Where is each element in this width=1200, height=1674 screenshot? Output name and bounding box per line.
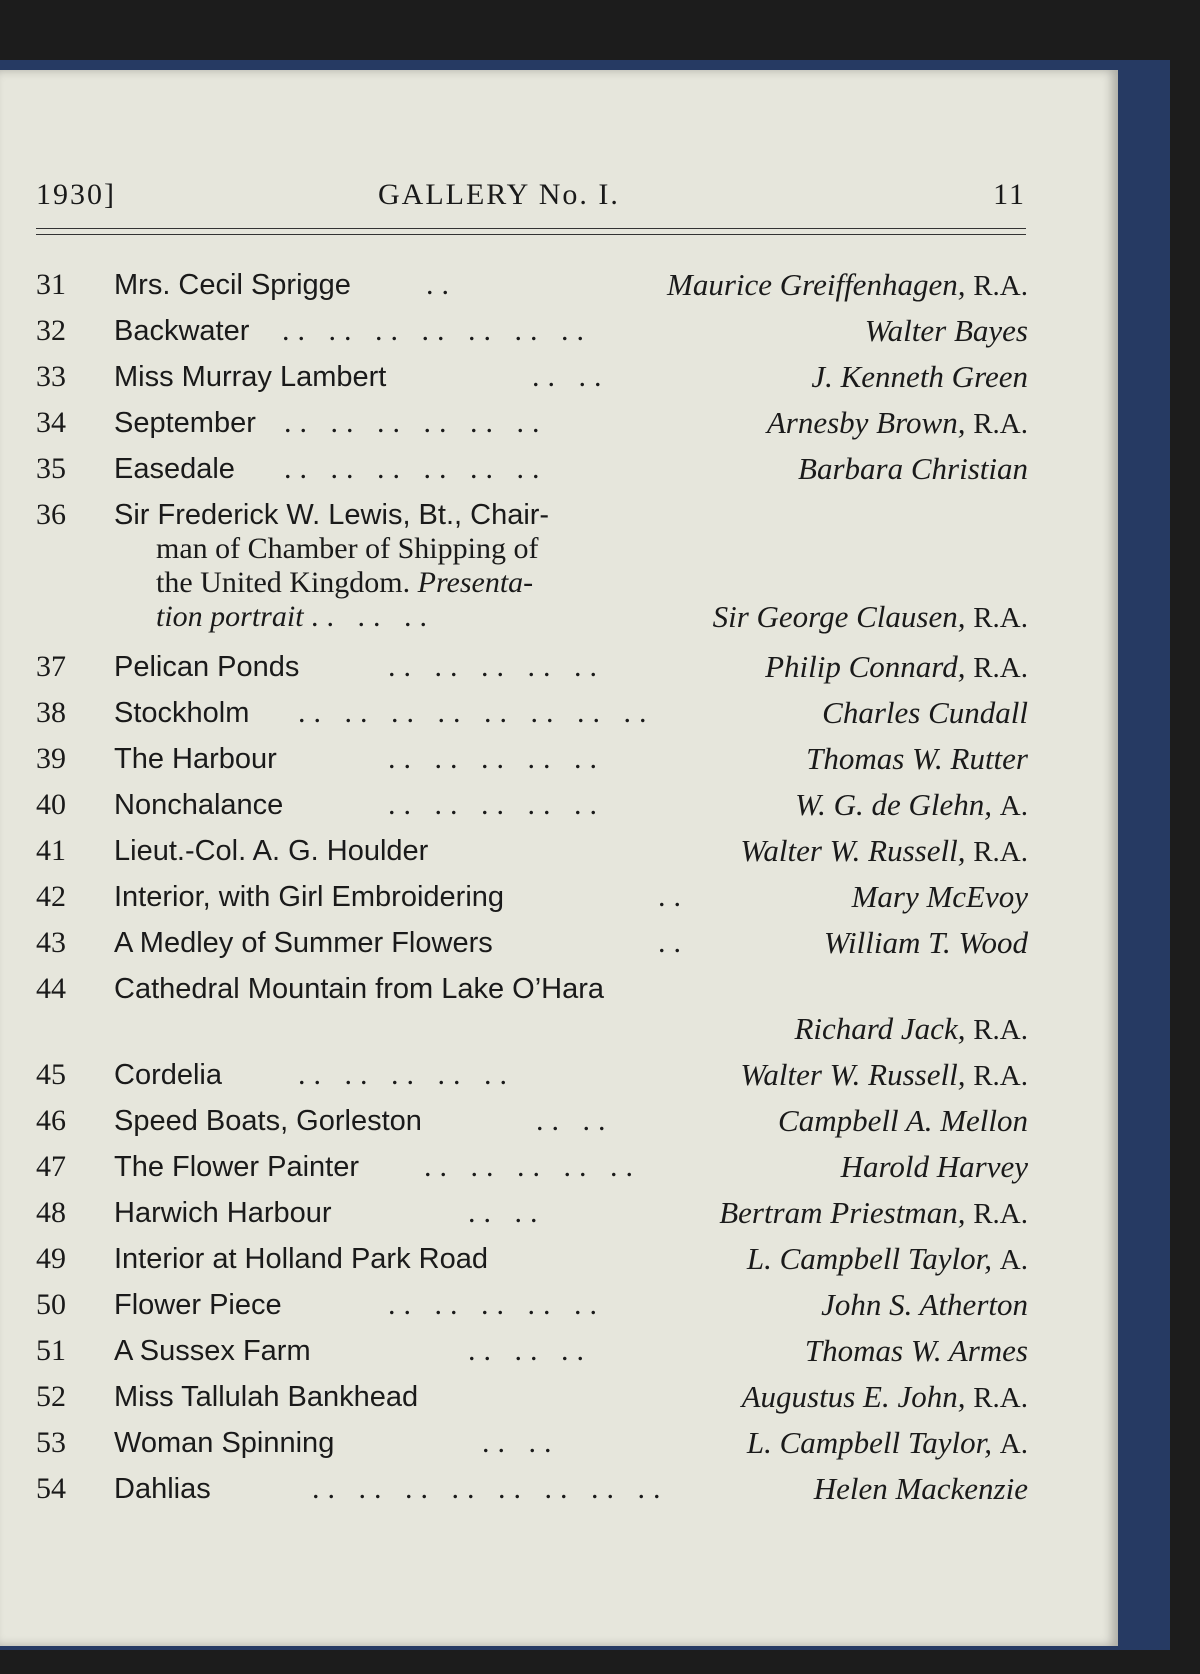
entry-title-line xyxy=(156,594,435,640)
entry-number: 43 xyxy=(36,926,66,959)
leader-dots: .. .. .. .. .. .. xyxy=(284,406,548,439)
artist-name: Barbara Christian xyxy=(798,451,1028,486)
leader-dots: .. .. .. .. .. xyxy=(388,650,605,683)
entry-number: 36 xyxy=(36,498,66,531)
entry-title: A Sussex Farm xyxy=(114,1335,311,1367)
entry-artist xyxy=(811,354,1028,401)
catalogue-entry xyxy=(36,308,1028,354)
entry-number: 46 xyxy=(36,1104,66,1137)
page-year: 1930] xyxy=(36,178,116,211)
leader-dots: .. .. .. .. .. xyxy=(424,1150,641,1183)
entry-artist xyxy=(798,446,1028,493)
entry-title: Woman Spinning xyxy=(114,1427,335,1459)
entry-artist xyxy=(740,1052,1028,1099)
entry-artist xyxy=(821,1282,1028,1329)
leader-dots: .. xyxy=(426,268,457,301)
artist-suffix: R.A. xyxy=(973,652,1028,684)
catalogue-entry xyxy=(36,400,1028,446)
artist-name: W. G. de Glehn, xyxy=(795,787,993,822)
artist-name: Walter W. Russell, xyxy=(740,1057,966,1092)
artist-suffix: A. xyxy=(999,1428,1028,1460)
leader-dots: .. .. xyxy=(532,360,610,393)
entry-title: September xyxy=(114,407,256,439)
entry-title: Lieut.-Col. A. G. Houlder xyxy=(114,835,429,867)
catalogue-entry xyxy=(36,492,1028,644)
page-number: 11 xyxy=(993,178,1026,211)
entry-title: The Harbour xyxy=(114,743,277,775)
entry-artist xyxy=(852,874,1028,921)
entry-number: 35 xyxy=(36,452,66,485)
entry-artist xyxy=(806,736,1028,783)
catalogue-entry xyxy=(36,736,1028,782)
entry-title-line: tion portrait xyxy=(156,600,304,633)
entry-artist xyxy=(824,920,1028,967)
entry-title: Interior, with Girl Embroidering xyxy=(114,881,505,913)
entry-title: Cathedral Mountain from Lake O’Hara xyxy=(114,973,605,1005)
catalogue-entry xyxy=(36,1052,1028,1098)
artist-suffix: R.A. xyxy=(973,1014,1028,1046)
artist-name: Charles Cundall xyxy=(822,695,1028,730)
leader-dots: .. .. .. .. .. .. .. xyxy=(282,314,592,347)
artist-name: Arnesby Brown, xyxy=(766,405,966,440)
artist-name: Philip Connard, xyxy=(765,649,966,684)
entry-number: 31 xyxy=(36,268,66,301)
leader-dots: .. .. xyxy=(536,1104,614,1137)
artist-name: William T. Wood xyxy=(823,925,1028,960)
entry-number: 54 xyxy=(36,1472,66,1505)
artist-name: Bertram Priestman, xyxy=(719,1195,966,1230)
entry-title: Interior at Holland Park Road xyxy=(114,1243,488,1275)
entry-title-line: the United Kingdom. xyxy=(156,566,411,599)
catalogue-entry xyxy=(36,262,1028,308)
catalogue-entry xyxy=(36,920,1028,966)
catalogue-entry xyxy=(36,1420,1028,1466)
artist-suffix: R.A. xyxy=(973,1060,1028,1092)
leader-dots: .. .. xyxy=(482,1426,560,1459)
catalogue-entry xyxy=(36,874,1028,920)
entry-title: Cordelia xyxy=(114,1059,222,1091)
catalogue-entry xyxy=(36,782,1028,828)
catalogue-entry xyxy=(36,1098,1028,1144)
entry-number: 45 xyxy=(36,1058,66,1091)
catalogue-page xyxy=(0,70,1118,1646)
artist-name: Harold Harvey xyxy=(840,1149,1028,1184)
entry-number: 39 xyxy=(36,742,66,775)
catalogue-entry xyxy=(36,1374,1028,1420)
entry-title: The Flower Painter xyxy=(114,1151,359,1183)
leader-dots: .. .. .. .. .. xyxy=(298,1058,515,1091)
entry-number: 42 xyxy=(36,880,66,913)
artist-name: Campbell A. Mellon xyxy=(778,1103,1028,1138)
artist-suffix: R.A. xyxy=(973,408,1028,440)
header-rule xyxy=(36,228,1026,229)
artist-name: Walter W. Russell, xyxy=(740,833,966,868)
entry-number: 47 xyxy=(36,1150,66,1183)
entry-title: Backwater xyxy=(114,315,250,347)
leader-dots: .. .. .. .. .. .. xyxy=(284,452,548,485)
catalogue-list xyxy=(36,262,1028,1512)
leader-dots: .. .. .. .. .. .. .. .. xyxy=(298,696,655,729)
entry-number: 33 xyxy=(36,360,66,393)
artist-name: L. Campbell Taylor, xyxy=(746,1425,993,1460)
entry-number: 48 xyxy=(36,1196,66,1229)
header-rule xyxy=(36,234,1026,235)
artist-name: Helen Mackenzie xyxy=(813,1471,1028,1506)
entry-number: 51 xyxy=(36,1334,66,1367)
entry-number: 50 xyxy=(36,1288,66,1321)
entry-title: Harwich Harbour xyxy=(114,1197,332,1229)
section-title: GALLERY No. I. xyxy=(378,178,620,211)
entry-title-line: man of Chamber of Shipping of xyxy=(156,532,539,565)
catalogue-entry xyxy=(36,1144,1028,1190)
entry-title: Dahlias xyxy=(114,1473,211,1505)
artist-suffix: R.A. xyxy=(973,1198,1028,1230)
catalogue-entry xyxy=(36,446,1028,492)
catalogue-entry xyxy=(36,828,1028,874)
catalogue-entry xyxy=(36,1282,1028,1328)
artist-name: J. Kenneth Green xyxy=(811,359,1028,394)
artist-name: Sir George Clausen, xyxy=(712,599,966,634)
entry-number: 32 xyxy=(36,314,66,347)
entry-title: Nonchalance xyxy=(114,789,284,821)
leader-dots: .. .. xyxy=(468,1196,546,1229)
artist-name: Thomas W. Armes xyxy=(804,1333,1028,1368)
catalogue-entry xyxy=(36,1328,1028,1374)
entry-title: Easedale xyxy=(114,453,235,485)
entry-number: 37 xyxy=(36,650,66,683)
entry-title: Flower Piece xyxy=(114,1289,282,1321)
entry-artist xyxy=(742,1374,1028,1421)
entry-artist xyxy=(713,594,1028,641)
artist-suffix: R.A. xyxy=(973,1382,1028,1414)
entry-artist xyxy=(822,690,1028,737)
entry-title-line: Sir Frederick W. Lewis, Bt., Chair- xyxy=(114,499,550,531)
artist-name: Thomas W. Rutter xyxy=(806,741,1028,776)
entry-artist xyxy=(767,400,1028,447)
leader-dots: .. .. .. .. .. .. .. .. xyxy=(312,1472,669,1505)
entry-artist xyxy=(841,1144,1028,1191)
catalogue-entry xyxy=(36,1236,1028,1282)
entry-title: Miss Tallulah Bankhead xyxy=(114,1381,419,1413)
artist-name: Walter Bayes xyxy=(864,313,1028,348)
entry-title: Stockholm xyxy=(114,697,250,729)
entry-artist xyxy=(765,644,1028,691)
entry-artist xyxy=(794,1006,1028,1053)
artist-name: Augustus E. John, xyxy=(741,1379,966,1414)
entry-artist xyxy=(795,782,1028,829)
artist-name: John S. Atherton xyxy=(821,1287,1028,1322)
leader-dots: .. xyxy=(658,926,689,959)
artist-name: Richard Jack, xyxy=(794,1011,966,1046)
entry-artist xyxy=(747,1420,1028,1467)
leader-dots: .. .. .. .. .. xyxy=(388,788,605,821)
leader-dots: .. .. .. .. .. xyxy=(388,742,605,775)
entry-artist xyxy=(719,1190,1028,1237)
entry-artist xyxy=(778,1098,1028,1145)
catalogue-entry xyxy=(36,354,1028,400)
artist-suffix: R.A. xyxy=(973,270,1028,302)
leader-dots: .. .. .. xyxy=(468,1334,592,1367)
artist-suffix: A. xyxy=(999,790,1028,822)
catalogue-entry xyxy=(36,644,1028,690)
catalogue-entry xyxy=(36,1190,1028,1236)
entry-number: 49 xyxy=(36,1242,66,1275)
entry-title-italic: Presenta- xyxy=(417,566,534,599)
artist-name: Mary McEvoy xyxy=(851,879,1028,914)
entry-title: Mrs. Cecil Sprigge xyxy=(114,269,351,301)
page-header xyxy=(36,178,1026,218)
leader-dots: .. xyxy=(658,880,689,913)
entry-number: 38 xyxy=(36,696,66,729)
entry-number: 41 xyxy=(36,834,66,867)
entry-artist xyxy=(805,1328,1028,1375)
entry-artist xyxy=(865,308,1028,355)
entry-artist xyxy=(740,828,1028,875)
artist-suffix: R.A. xyxy=(973,602,1028,634)
entry-number: 53 xyxy=(36,1426,66,1459)
catalogue-entry xyxy=(36,690,1028,736)
entry-title: Miss Murray Lambert xyxy=(114,361,387,393)
entry-number: 40 xyxy=(36,788,66,821)
artist-name: Maurice Greiffenhagen, xyxy=(667,267,966,302)
artist-name: L. Campbell Taylor, xyxy=(746,1241,993,1276)
artist-suffix: A. xyxy=(999,1244,1028,1276)
catalogue-entry xyxy=(36,1466,1028,1512)
entry-artist xyxy=(814,1466,1028,1513)
entry-title: A Medley of Summer Flowers xyxy=(114,927,493,959)
entry-title: Pelican Ponds xyxy=(114,651,300,683)
entry-number: 34 xyxy=(36,406,66,439)
entry-artist xyxy=(667,262,1028,309)
leader-dots: .. .. .. .. .. xyxy=(388,1288,605,1321)
artist-suffix: R.A. xyxy=(973,836,1028,868)
entry-artist xyxy=(747,1236,1028,1283)
entry-number: 52 xyxy=(36,1380,66,1413)
leader-dots: .. .. .. xyxy=(311,600,436,633)
entry-title: Speed Boats, Gorleston xyxy=(114,1105,422,1137)
catalogue-entry xyxy=(36,966,1028,1052)
entry-number: 44 xyxy=(36,972,66,1005)
